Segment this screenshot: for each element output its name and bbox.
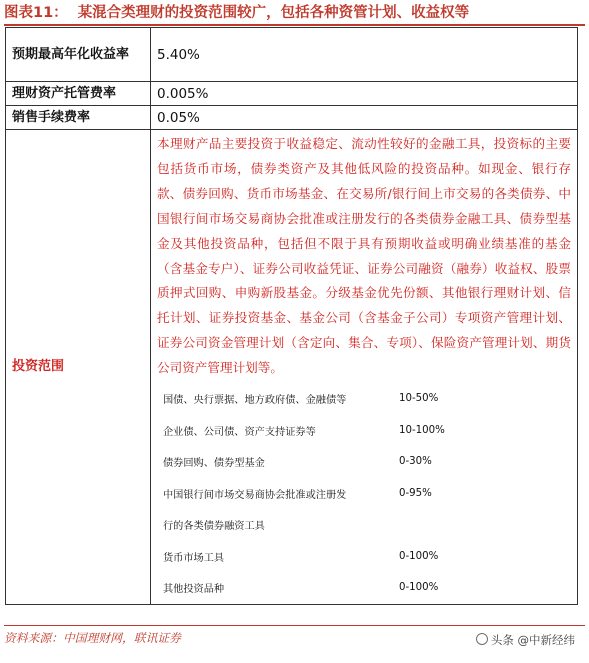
allocation-name: 国债、央行票据、地方政府债、金融债等: [163, 395, 347, 407]
row-value: 0.005%: [151, 82, 578, 106]
scope-description: 本理财产品主要投资于收益稳定、流动性较好的金融工具，投资标的主要包括货币市场，债券类资产及其他低风险的投资品种。如现金、银行存款、债券回购、货币市场基金、在交易所/银行间上市交易的各类债券、中国银行间市场交易商协会批准或注册发行的各类债券金融工具、债券型基金及其他投资品种，包括但不限于具有预期收益或明确业绩基准的基金（含基金专户）、证券公司收益凭证、证券公司融资（融券）收益权、股票质押式回购、申购新股基金。分级基金优先份额、其他银行理财计划、信托计划、证券投资基金、基金公司（含基金子公司）专项资产管理计划、证券公司资金管理计划（含定向、集合、专项）、保险资产管理计划、期货公司资产管理计划等。: [157, 136, 571, 376]
row-key: 销售手续费率: [6, 106, 151, 130]
table-row: [6, 82, 578, 106]
allocation-row: [151, 383, 577, 415]
title-rule: [4, 24, 585, 26]
row-value: 5.40%: [151, 28, 578, 82]
watermark-logo-icon: [476, 633, 488, 645]
allocation-name: 其他投资品种: [163, 584, 225, 596]
figure-title: [4, 2, 585, 24]
scope-key: 投资范围: [6, 130, 151, 605]
figure-label: 图表11：: [4, 5, 68, 21]
product-terms-table: [5, 27, 578, 605]
watermark: [476, 632, 575, 648]
allocation-pct: 0-100%: [399, 550, 439, 562]
table-row: [6, 106, 578, 130]
allocation-name: 行的各类债券融资工具: [163, 521, 265, 533]
allocation-row: [151, 541, 577, 573]
allocation-row: [151, 415, 577, 447]
allocation-name: 中国银行间市场交易商协会批准或注册发: [163, 489, 347, 501]
watermark-text: 头条 @中新经纬: [490, 633, 575, 647]
allocation-pct: 0-30%: [399, 456, 432, 468]
row-value: 0.05%: [151, 106, 578, 130]
allocation-row: [151, 478, 577, 510]
allocation-pct: 10-100%: [399, 424, 445, 436]
allocation-pct: 0-100%: [399, 582, 439, 594]
figure-title-text: 某混合类理财的投资范围较广，包括各种资管计划、收益权等: [77, 5, 470, 21]
row-key: 预期最高年化收益率: [6, 28, 151, 82]
row-key: 理财资产托管费率: [6, 82, 151, 106]
allocation-pct: 0-95%: [399, 487, 432, 499]
allocation-name: 货币市场工具: [163, 552, 225, 564]
allocation-row: [151, 572, 577, 604]
source-note: 资料来源：中国理财网，联讯证券: [4, 625, 585, 648]
allocation-pct: 10-50%: [399, 393, 439, 405]
allocation-name: 债券回购、债券型基金: [163, 458, 265, 470]
allocation-name: 企业债、公司债、资产支持证券等: [163, 426, 316, 438]
allocation-pct: [399, 509, 577, 541]
allocation-row: [151, 509, 577, 541]
scope-cell: [151, 130, 578, 605]
allocation-table: [151, 383, 577, 604]
table-row: [6, 130, 578, 605]
table-row: [6, 28, 578, 82]
allocation-row: [151, 446, 577, 478]
